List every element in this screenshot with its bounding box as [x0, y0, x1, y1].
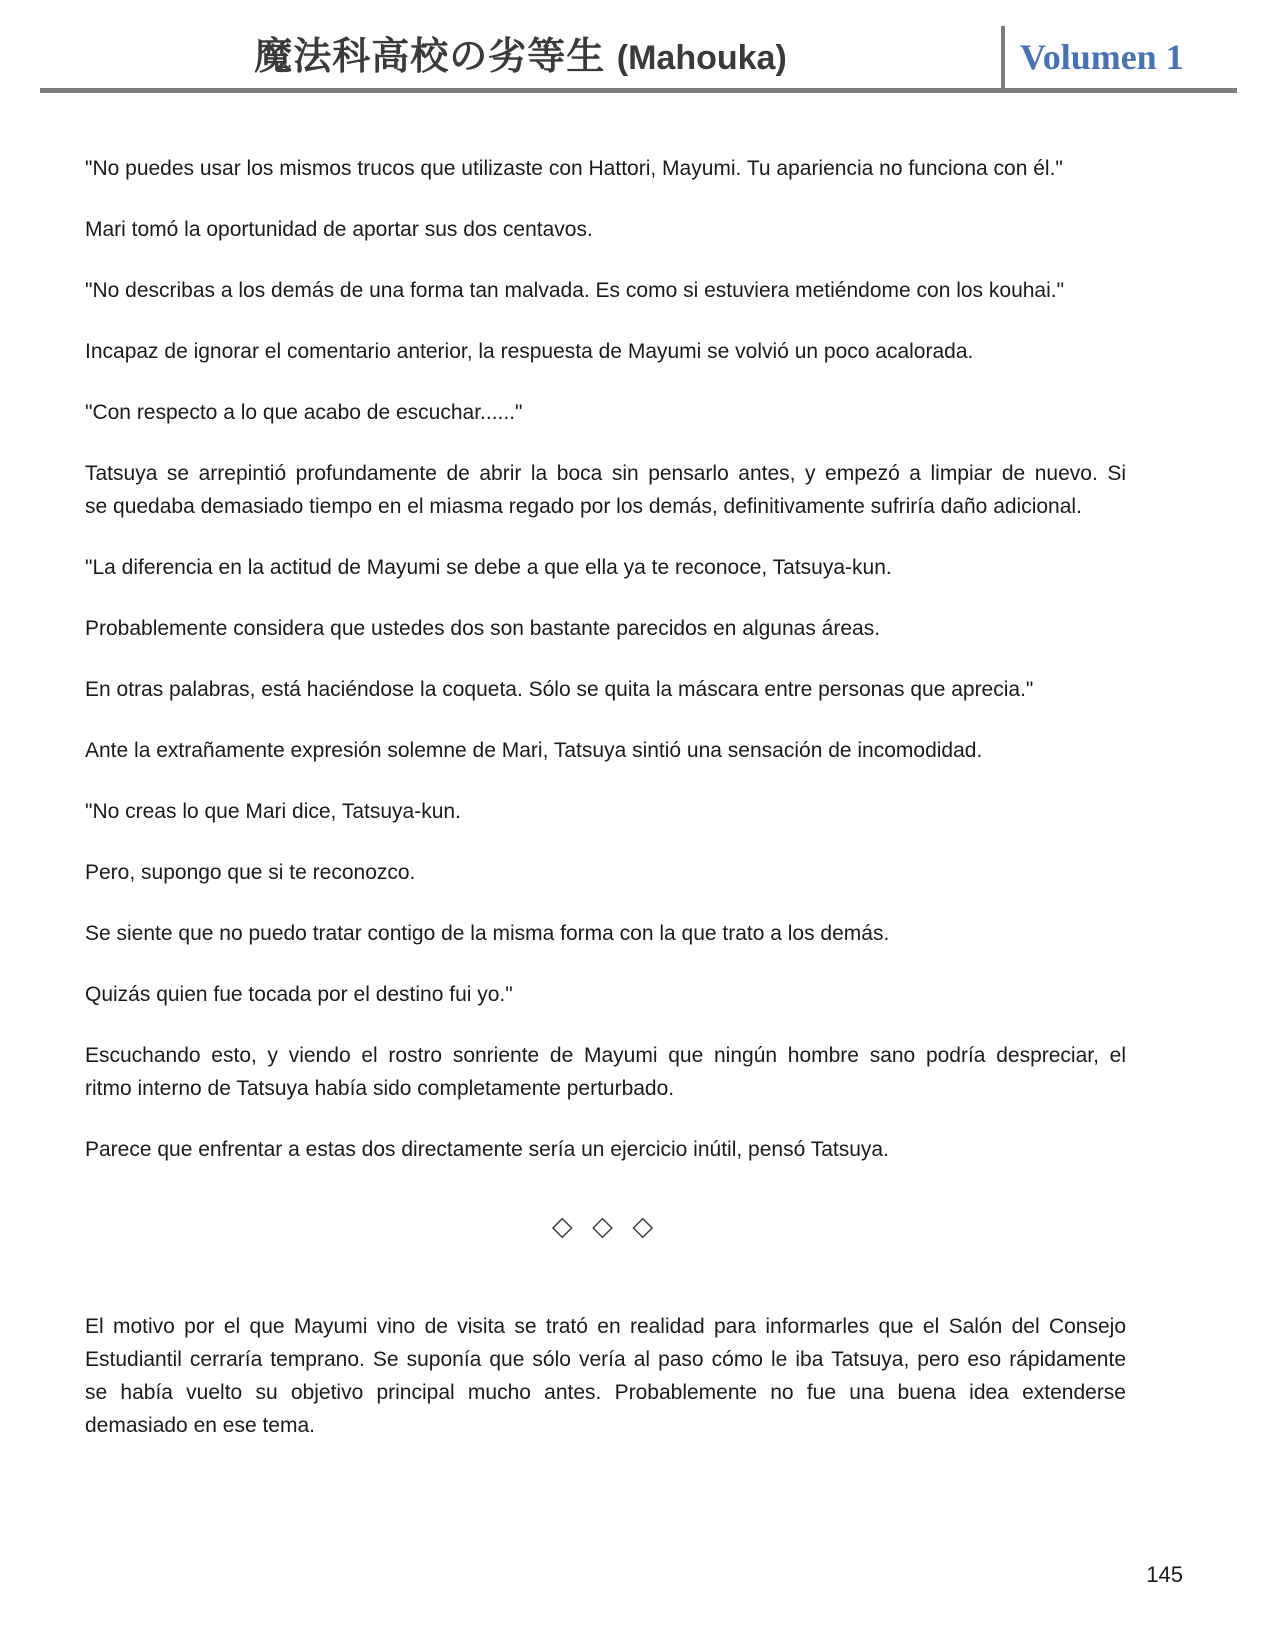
paragraph: [85, 396, 1126, 429]
paragraph-line: El motivo por el que Mayumi vino de visita se trató en realidad para informarles que el Salón del Consejo: [85, 1315, 1126, 1338]
paragraph-line: Mari tomó la oportunidad de aportar sus dos centavos.: [85, 218, 593, 241]
paragraph-line: En otras palabras, está haciéndose la coqueta. Sólo se quita la máscara entre personas que aprecia.": [85, 678, 1034, 701]
paragraph-line: ritmo interno de Tatsuya había sido completamente perturbado.: [85, 1077, 675, 1100]
paragraph-line: "Con respecto a lo que acabo de escuchar......": [85, 401, 523, 424]
paragraph-line: Se siente que no puedo tratar contigo de la misma forma con la que trato a los demás.: [85, 922, 890, 945]
body-text: [85, 152, 1126, 1470]
paragraph: [85, 734, 1126, 767]
paragraph-line: se había vuelto su objetivo principal mucho antes. Probablemente no fue una buena idea extenderse: [85, 1381, 1126, 1404]
paragraph-line: Tatsuya se arrepintió profundamente de abrir la boca sin pensarlo antes, y empezó a limpiar de nuevo. Si: [85, 462, 1126, 485]
paragraph: [85, 152, 1126, 185]
paragraphs-top: [85, 152, 1126, 1166]
paragraph: [85, 213, 1126, 246]
paragraphs-bottom: [85, 1310, 1126, 1442]
paragraph-line: "No describas a los demás de una forma tan malvada. Es como si estuviera metiéndome con los kouhai.": [85, 279, 1065, 302]
paragraph: [85, 612, 1126, 645]
paragraph-line: Parece que enfrentar a estas dos directamente sería un ejercicio inútil, pensó Tatsuya.: [85, 1138, 889, 1161]
header-title-area: [40, 0, 1001, 88]
paragraph-line: "No puedes usar los mismos trucos que utilizaste con Hattori, Mayumi. Tu apariencia no funciona con él.": [85, 157, 1063, 180]
paragraph: [85, 917, 1126, 950]
paragraph: [85, 795, 1126, 828]
paragraph: [85, 673, 1126, 706]
paragraph: [85, 856, 1126, 889]
paragraph-line: Pero, supongo que si te reconozco.: [85, 861, 416, 884]
paragraph-line: se quedaba demasiado tiempo en el miasma regado por los demás, definitivamente sufriría daño adicional.: [85, 495, 1082, 518]
paragraph: [85, 551, 1126, 584]
paragraph: [85, 1039, 1126, 1105]
scene-divider: ◇ ◇ ◇: [551, 1211, 660, 1241]
paragraph: [85, 978, 1126, 1011]
paragraph: [85, 1133, 1126, 1166]
paragraph: [85, 335, 1126, 368]
paragraph-line: Probablemente considera que ustedes dos son bastante parecidos en algunas áreas.: [85, 617, 881, 640]
paragraph-line: demasiado en ese tema.: [85, 1414, 315, 1437]
paragraph-line: Escuchando esto, y viendo el rostro sonriente de Mayumi que ningún hombre sano podría despreciar, el: [85, 1044, 1126, 1067]
paragraph-line: Incapaz de ignorar el comentario anterior, la respuesta de Mayumi se volvió un poco acalorada.: [85, 340, 974, 363]
page-header: [40, 0, 1237, 93]
header-volume-area: [1005, 0, 1237, 88]
paragraph-line: "La diferencia en la actitud de Mayumi se debe a que ella ya te reconoce, Tatsuya-kun.: [85, 556, 892, 579]
paragraph-line: Quizás quien fue tocada por el destino fui yo.": [85, 983, 513, 1006]
page-number: 145: [1146, 1562, 1183, 1587]
paragraph-line: Ante la extrañamente expresión solemne de Mari, Tatsuya sintió una sensación de incomodidad.: [85, 739, 983, 762]
page-title: [254, 25, 787, 80]
paragraph: [85, 1310, 1126, 1442]
paragraph-line: "No creas lo que Mari dice, Tatsuya-kun.: [85, 800, 461, 823]
paragraph-line: Estudiantil cerraría temprano. Se suponía que sólo vería al paso cómo le iba Tatsuya, pero eso rápidamente: [85, 1348, 1126, 1371]
volume-label: Volumen 1: [1020, 37, 1184, 77]
page-title-latin: (Mahouka): [616, 39, 787, 77]
paragraph: [85, 274, 1126, 307]
page-title-japanese: 魔法科高校の劣等生: [254, 36, 606, 78]
paragraph: [85, 457, 1126, 523]
